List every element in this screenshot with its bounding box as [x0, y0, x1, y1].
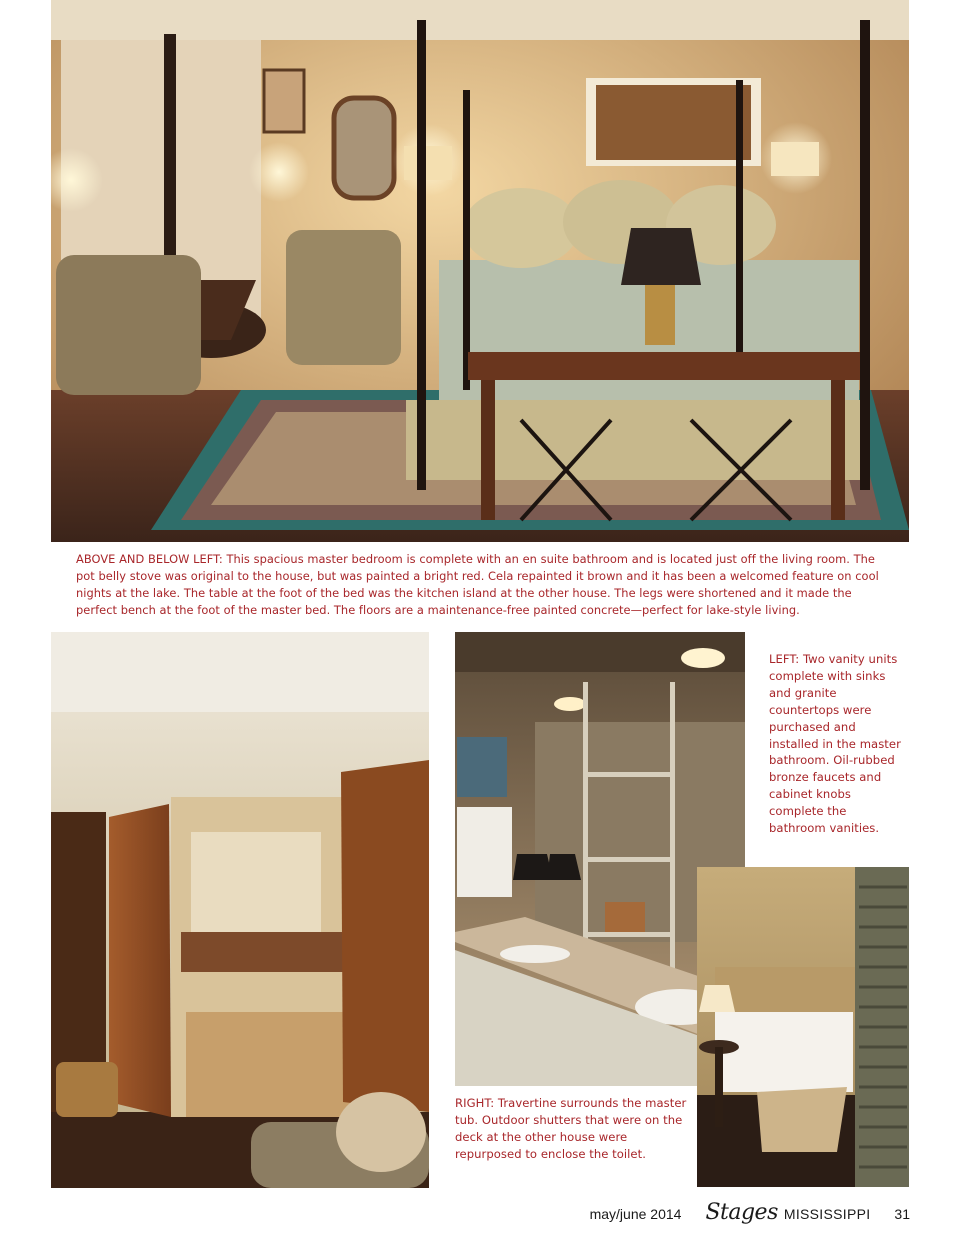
bedroom-photo	[51, 0, 909, 542]
page-number: 31	[894, 1206, 910, 1222]
tub-photo	[697, 867, 909, 1187]
issue-date: may/june 2014	[589, 1206, 682, 1222]
magazine-logo-state: MISSISSIPPI	[783, 1206, 871, 1222]
doorway-photo	[51, 632, 429, 1188]
magazine-logo-stages: Stages	[705, 1200, 778, 1225]
vanity-caption: LEFT: Two vanity units complete with sinks and granite countertops were purchased and installed in the master bathroom. Oil-rubbed bronze faucets and cabinet knobs complete the bathroom vanities.	[769, 652, 901, 836]
main-caption: ABOVE AND BELOW LEFT: This spacious master bedroom is complete with an en suite bathroom and is located just off the living room. The pot belly stove was original to the house, but was painted a bright red. Cela repainted it brown and it has been a welcomed feature on cool nights at the lake. The table at the foot of the bed was the kitchen island at the other house. The legs were shortened and it made the perfect bench at the foot of the master bed. The floors are a maintenance-free painted concrete—perfect for lake-style living.	[76, 552, 879, 617]
tub-caption: RIGHT: Travertine surrounds the master tub. Outdoor shutters that were on the deck at the other house were repurposed to enclose the toilet.	[455, 1096, 687, 1161]
page-footer	[590, 1200, 910, 1225]
